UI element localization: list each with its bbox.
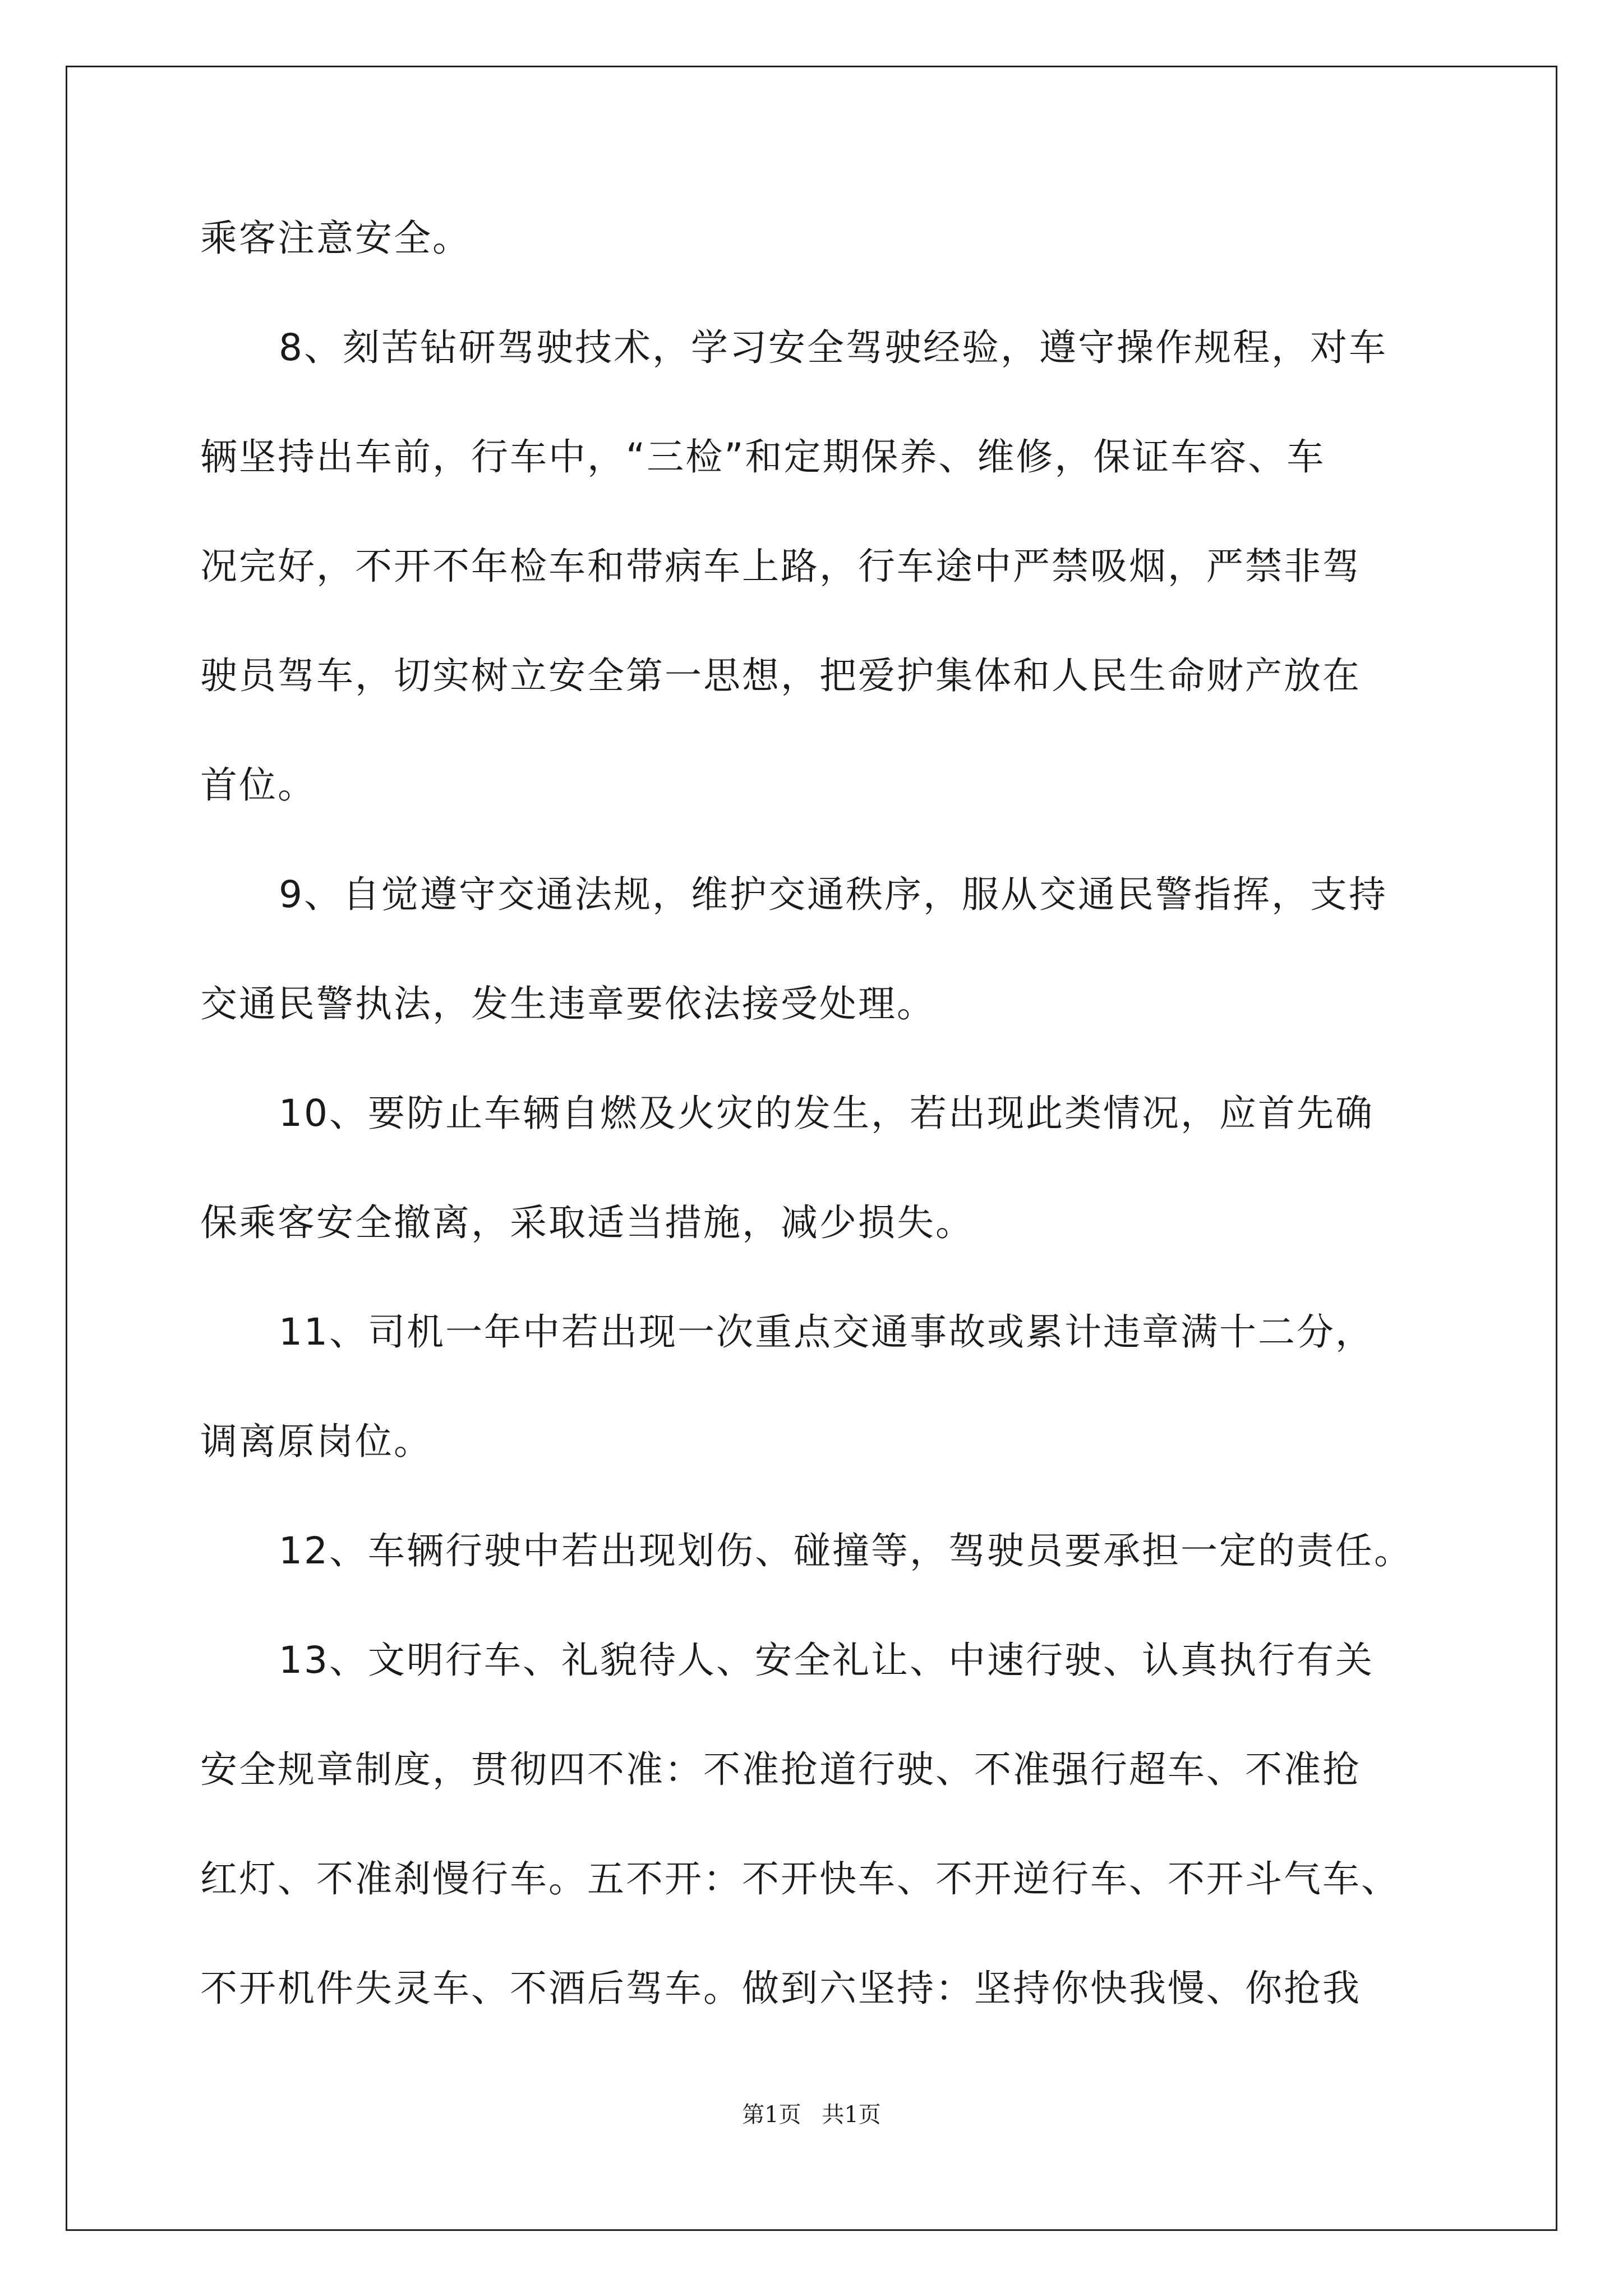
text-line: 不开机件失灵车、不酒后驾车。做到六坚持：坚持你快我慢、你抢我	[200, 1967, 1361, 2010]
text-line: 况完好，不开不年检车和带病车上路，行车途中严禁吸烟，严禁非驾	[200, 545, 1361, 588]
paragraph-12-line-1: 12、车辆行驶中若出现划伤、碰撞等，驾驶员要承担一定的责任。	[279, 1529, 1413, 1572]
text-line: 辆坚持出车前，行车中，“三检”和定期保养、维修，保证车容、车	[200, 435, 1326, 478]
page-total: 共1页	[822, 2102, 881, 2128]
text-line: 交通民警执法，发生违章要依法接受处理。	[200, 982, 935, 1025]
page-border	[66, 66, 1557, 2231]
paragraph-13-line-1: 13、文明行车、礼貌待人、安全礼让、中速行驶、认真执行有关	[279, 1639, 1374, 1682]
paragraph-11-line-1: 11、司机一年中若出现一次重点交通事故或累计违章满十二分，	[279, 1310, 1374, 1354]
text-line: 首位。	[200, 763, 316, 807]
text-line: 红灯、不准刹慢行车。五不开：不开快车、不开逆行车、不开斗气车、	[200, 1857, 1400, 1901]
paragraph-10-line-1: 10、要防止车辆自燃及火灾的发生，若出现此类情况，应首先确	[279, 1092, 1374, 1135]
text-line: 保乘客安全撤离，采取适当措施，减少损失。	[200, 1201, 974, 1244]
text-line: 驶员驾车，切实树立安全第一思想，把爱护集体和人民生命财产放在	[200, 654, 1361, 697]
text-line: 调离原岗位。	[200, 1420, 432, 1463]
page-number: 第1页	[742, 2102, 801, 2128]
paragraph-9-line-1: 9、自觉遵守交通法规，维护交通秩序，服从交通民警指挥，支持	[279, 873, 1387, 916]
page-footer	[0, 2101, 1623, 2129]
paragraph-8-line-1: 8、刻苦钻研驾驶技术，学习安全驾驶经验，遵守操作规程，对车	[279, 326, 1387, 369]
text-line: 安全规章制度，贯彻四不准：不准抢道行驶、不准强行超车、不准抢	[200, 1748, 1361, 1791]
text-line: 乘客注意安全。	[200, 217, 471, 260]
